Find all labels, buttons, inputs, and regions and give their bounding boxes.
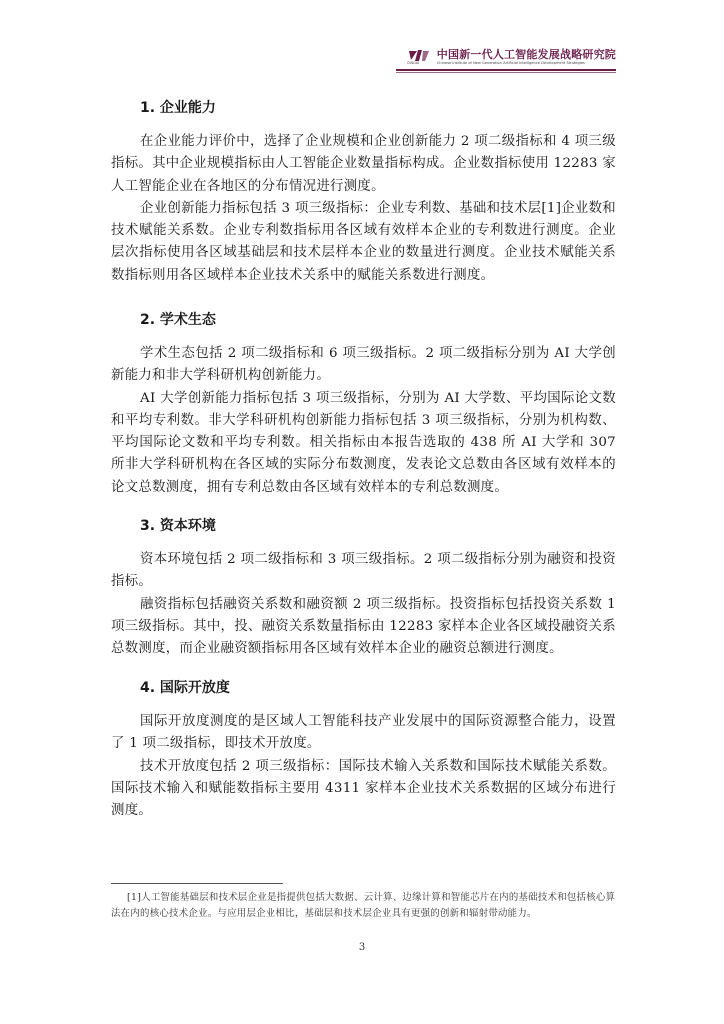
section-heading: 3. 资本环境 [140, 518, 216, 534]
paragraph: 国际开放度测度的是区域人工智能科技产业发展中的国际资源整合能力，设置了 1 项二级指标，即技术开放度。 [111, 714, 616, 752]
section-academic-ecology [111, 310, 616, 499]
institute-name-english: Chinese Institute of New Generation Artificial Intelligence Development Strategies [436, 61, 585, 65]
paragraph: 在企业能力评价中，选择了企业规模和企业创新能力 2 项二级指标和 4 项三级指标。其中企业规模指标由人工智能企业数量指标构成。企业数指标使用 12283 家人工智能企业在各地区的分布情况进行测度。 [111, 134, 616, 194]
section-heading: 1. 企业能力 [140, 100, 216, 116]
section-international-openness [111, 678, 616, 822]
svg-text:CINGAI: CINGAI [406, 61, 420, 64]
paragraph: 资本环境包括 2 项二级指标和 3 项三级指标。2 项二级指标分别为融资和投资指标。 [111, 552, 616, 590]
paragraph: 技术开放度包括 2 项三级指标：国际技术输入关系数和国际技术赋能关系数。国际技术输入和赋能数指标主要用 4311 家样本企业技术关系数据的区域分布进行测度。 [111, 758, 616, 819]
footnote-divider [111, 883, 283, 884]
footnote: [1]人工智能基础层和技术层企业是指提供包括大数据、云计算、边缘计算和智能芯片在内的基础技术和包括核心算法在内的核心技术企业。与应用层企业相比，基础层和技术层企业具有更强的创新和辐射带动能力。 [111, 892, 616, 919]
institute-logo-icon [407, 48, 431, 64]
page-number: 3 [358, 942, 366, 953]
paragraph-with-footnote-ref [111, 198, 616, 287]
header-logo [407, 48, 616, 66]
header-rule-thin [396, 72, 616, 73]
section-capital-environment [111, 516, 616, 660]
section-enterprise-capability [111, 98, 616, 287]
paragraph: AI 大学创新能力指标包括 3 项三级指标，分别为 AI 大学数、平均国际论文数和平均专利数。非大学科研机构创新能力指标包括 3 项三级指标，分别为机构数、平均国际论文数和平均专利数。相关指标由本报告选取的 438 所 AI 大学和 307 所非大学科研机构在各区域的实际分布数测度，发表论文总数由各区域有效样本的论文总数测度，拥有专利总数由各区域有效样本的专利总数测度。 [111, 390, 616, 495]
section-heading: 4. 国际开放度 [140, 680, 230, 696]
institute-name: 中国新一代人工智能发展战略研究院 [436, 48, 616, 61]
paragraph: 融资指标包括融资关系数和融资额 2 项三级指标。投资指标包括投资关系数 1 项三级指标。其中，投、融资关系数量指标由 12283 家样本企业各区域投融资关系总数测度，而企业融资额指标用各区域有效样本企业的融资总额进行测度。 [111, 596, 616, 657]
paragraph-text: 企业创新能力指标包括 3 项三级指标：企业专利数、基础和技术层[1]企业数和技术赋能关系数。企业专利数指标用各区域有效样本企业的专利数进行测度。企业层次指标使用各区域基础层和技术层样本企业的数量进行测度。企业技术赋能关系数指标则用各区域样本企业技术关系中的赋能关系数进行测度。 [111, 200, 616, 283]
section-heading: 2. 学术生态 [140, 312, 216, 328]
paragraph: 学术生态包括 2 项二级指标和 6 项三级指标。2 项二级指标分别为 AI 大学创新能力和非大学科研机构创新能力。 [111, 346, 616, 384]
header-rule [396, 69, 616, 71]
